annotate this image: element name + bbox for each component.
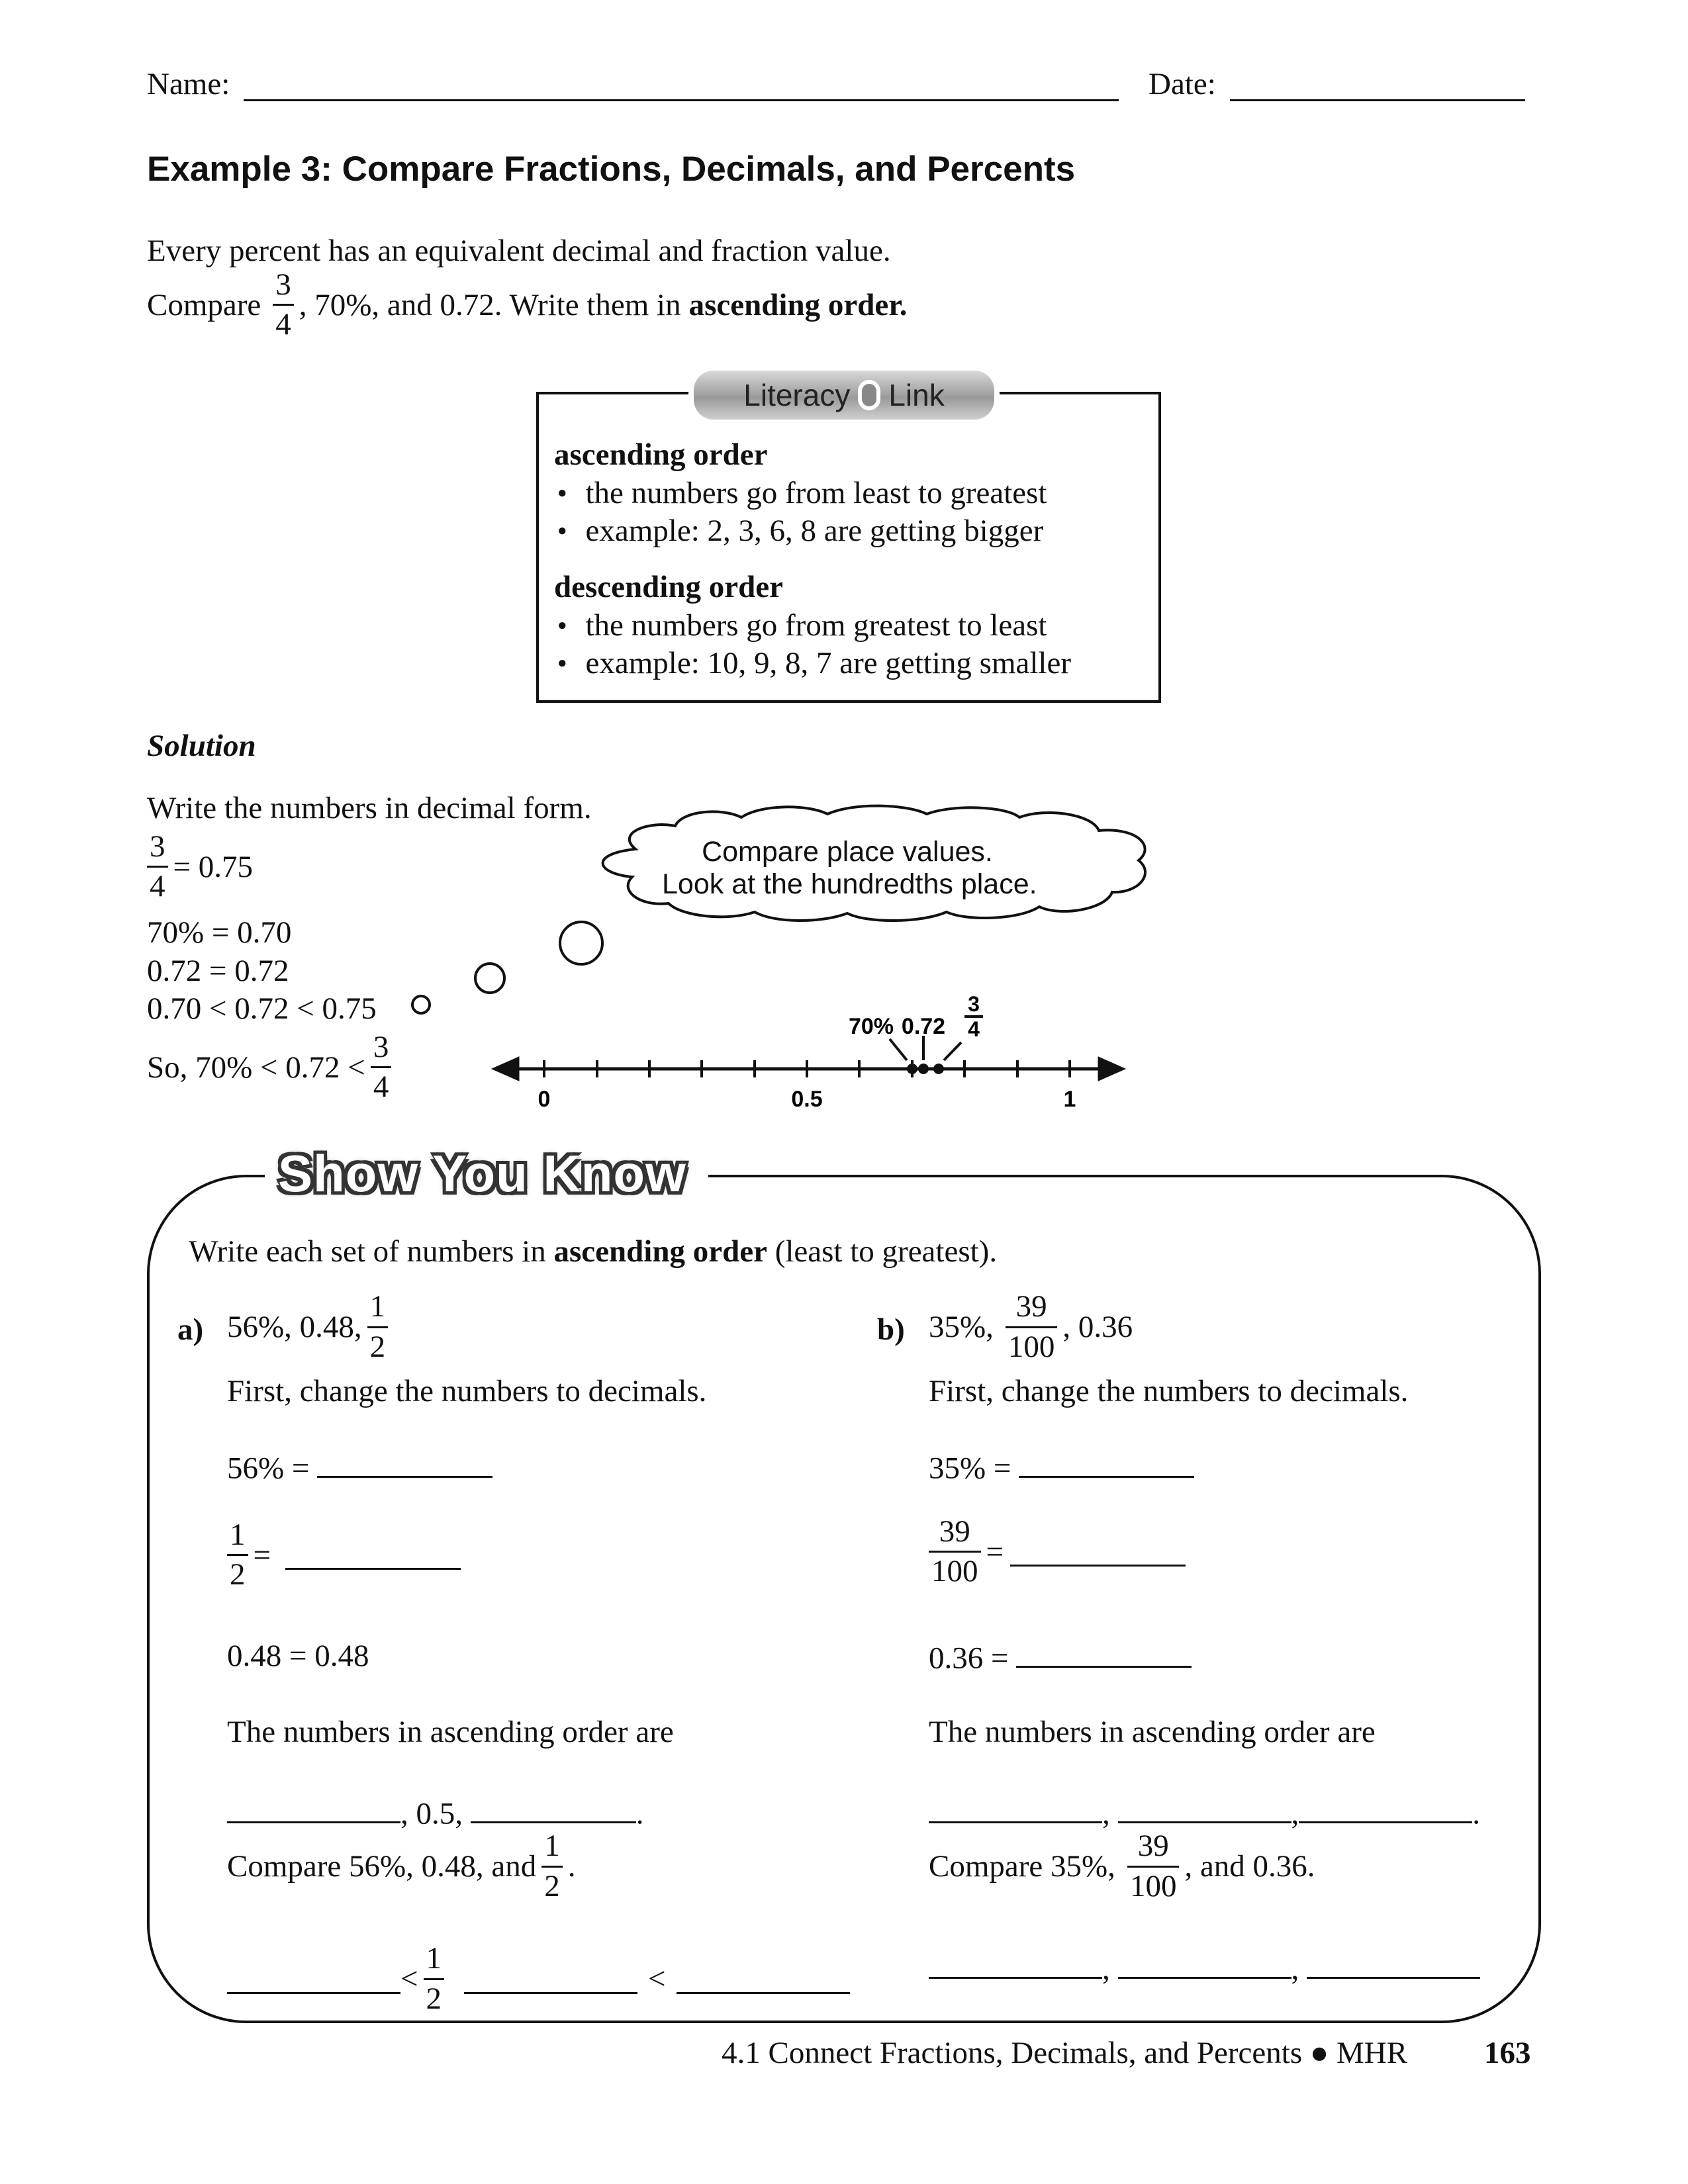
label-frac-num: 3	[968, 992, 980, 1016]
frac-den: 2	[424, 1978, 445, 2015]
set-prefix: 35%,	[929, 1309, 994, 1344]
frac-den: 100	[929, 1551, 981, 1588]
frac-den: 4	[371, 1066, 392, 1103]
fraction	[227, 1519, 248, 1592]
part-a-final	[227, 1939, 850, 2019]
point-70	[907, 1064, 917, 1074]
page-number: 163	[1484, 2036, 1531, 2070]
answer-blank[interactable]	[464, 1964, 637, 1993]
answer-blank[interactable]	[1118, 1949, 1291, 1979]
tick-label-05: 0.5	[791, 1087, 823, 1112]
point-072	[918, 1064, 929, 1074]
part-a-line2	[227, 1519, 461, 1592]
frac-num: 3	[275, 267, 291, 302]
set-suffix: , 0.36	[1062, 1309, 1133, 1344]
fraction	[424, 1942, 445, 2015]
frac-den: 2	[541, 1866, 563, 1903]
tick-label-1: 1	[1063, 1087, 1076, 1112]
frac-den: 2	[227, 1554, 248, 1591]
thought-line2: Look at the hundredths place.	[662, 868, 1037, 901]
frac-den: 100	[1127, 1866, 1180, 1903]
bullet-item: ● the numbers go from least to greatest	[557, 475, 1047, 511]
frac-num: 1	[369, 1289, 386, 1324]
frac-den: 2	[367, 1326, 389, 1363]
final-sep: ,	[1102, 1952, 1110, 1987]
part-b-line3	[929, 1638, 1192, 1676]
frac-num: 39	[939, 1514, 970, 1549]
date-label: Date:	[1149, 67, 1216, 101]
solution-eq4: 0.70 < 0.72 < 0.75	[147, 991, 377, 1026]
bullet-item: ● example: 2, 3, 6, 8 are getting bigger	[557, 513, 1043, 549]
part-a-order	[227, 1794, 644, 1831]
label-072: 0.72	[901, 1014, 946, 1039]
answer-blank[interactable]	[677, 1964, 850, 1993]
arrow-right-icon	[1100, 1059, 1122, 1079]
answer-blank[interactable]	[1010, 1537, 1186, 1567]
answer-blank[interactable]	[317, 1448, 492, 1478]
part-b-line1	[929, 1448, 1194, 1486]
frac-num: 1	[426, 1941, 442, 1976]
frac-den: 100	[1006, 1326, 1058, 1363]
part-b-order	[929, 1794, 1480, 1831]
label-70: 70%	[848, 1014, 894, 1039]
part-b-first: First, change the numbers to decimals.	[929, 1374, 1409, 1408]
frac-num: 1	[230, 1518, 246, 1552]
bullet-item: ● the numbers go from greatest to least	[557, 608, 1047, 643]
frac-num: 39	[1015, 1289, 1047, 1324]
order-sep: ,	[1291, 1796, 1299, 1831]
arrow-70	[890, 1039, 907, 1060]
solution-eq2: 70% = 0.70	[147, 915, 292, 950]
line1-text: 35% =	[929, 1451, 1011, 1486]
lt-sign: <	[400, 1961, 418, 1996]
show-you-know-title: Show You Know	[278, 1144, 686, 1203]
frac-num: 1	[544, 1829, 560, 1864]
solution-line1: Write the numbers in decimal form.	[147, 791, 592, 825]
fraction	[541, 1830, 563, 1903]
eq-text: = 0.75	[173, 849, 254, 884]
tick-label-0: 0	[538, 1087, 551, 1112]
line1-text: 56% =	[227, 1451, 310, 1486]
part-a-label: a)	[177, 1312, 204, 1347]
part-b-label: b)	[877, 1312, 905, 1347]
frac-den: 4	[147, 866, 168, 903]
order-end: .	[1472, 1796, 1480, 1831]
compare-prefix: Compare 35%,	[929, 1848, 1115, 1884]
point-075	[933, 1064, 944, 1074]
compare-bold: ascending order.	[688, 287, 908, 322]
frac-num: 3	[373, 1030, 389, 1064]
answer-blank[interactable]	[1016, 1638, 1192, 1668]
part-b-final	[929, 1949, 1480, 1987]
example-intro: Every percent has an equivalent decimal and fraction value.	[147, 234, 891, 268]
part-b-line2	[929, 1516, 1186, 1588]
name-label: Name:	[147, 67, 230, 101]
part-a-compare	[227, 1830, 576, 1903]
fraction	[1006, 1291, 1058, 1363]
order-sep: ,	[1102, 1796, 1110, 1831]
part-b-ascending: The numbers in ascending order are	[929, 1715, 1376, 1749]
fraction	[929, 1516, 981, 1588]
compare-end: .	[567, 1848, 576, 1884]
solution-heading: Solution	[147, 729, 256, 763]
part-a-set	[227, 1291, 393, 1363]
footer-text: 4.1 Connect Fractions, Decimals, and Percents ● MHR	[722, 2036, 1408, 2070]
example-title: Example 3: Compare Fractions, Decimals, and Percents	[147, 150, 1076, 189]
part-a-first: First, change the numbers to decimals.	[227, 1374, 707, 1408]
part-a-line1	[227, 1448, 492, 1486]
answer-blank[interactable]	[929, 1949, 1102, 1979]
fraction	[367, 1291, 389, 1363]
answer-blank[interactable]	[1307, 1949, 1480, 1979]
compare-mid: , 70%, and 0.72. Write them in	[299, 287, 681, 322]
instr-prefix: Write each set of numbers in	[189, 1234, 546, 1269]
answer-blank[interactable]	[227, 1794, 400, 1823]
final-sep: ,	[1291, 1952, 1299, 1987]
badge-right: Link	[888, 378, 945, 412]
part-b-compare	[929, 1830, 1315, 1903]
answer-blank[interactable]	[471, 1794, 636, 1823]
solution-eq3: 0.72 = 0.72	[147, 954, 289, 988]
answer-blank[interactable]	[1299, 1794, 1472, 1823]
compare-prefix: Compare	[147, 287, 261, 322]
instr-suffix: (least to greatest).	[774, 1234, 998, 1269]
frac-den: 4	[273, 304, 294, 341]
part-b-set	[929, 1291, 1133, 1363]
order-end: .	[635, 1796, 644, 1831]
eq-sign: =	[986, 1534, 1004, 1569]
thought-text	[662, 836, 1037, 901]
bullet-item: ● example: 10, 9, 8, 7 are getting smaller	[557, 645, 1071, 681]
answer-blank[interactable]	[227, 1964, 400, 1993]
thought-line1: Compare place values.	[702, 836, 993, 868]
answer-blank[interactable]	[285, 1540, 461, 1570]
term-descending: descending order	[554, 570, 783, 604]
arrow-left-icon	[495, 1059, 518, 1079]
thought-bubble	[560, 922, 602, 964]
thought-bubble	[412, 996, 430, 1013]
label-frac-den: 4	[968, 1017, 980, 1041]
answer-blank[interactable]	[1019, 1448, 1194, 1478]
order-mid: , 0.5,	[400, 1796, 463, 1831]
frac-num: 3	[150, 829, 165, 864]
part-a-line3: 0.48 = 0.48	[227, 1639, 369, 1673]
term-ascending: ascending order	[554, 437, 768, 472]
badge-left: Literacy	[743, 378, 851, 412]
lt-sign: <	[648, 1961, 666, 1996]
eq-sign: =	[253, 1537, 271, 1572]
fraction	[1127, 1830, 1180, 1903]
answer-blank[interactable]	[1118, 1794, 1291, 1823]
compare-prefix: Compare 56%, 0.48, and	[227, 1848, 537, 1884]
number-line	[490, 979, 1139, 1118]
arrow-075	[944, 1042, 961, 1060]
answer-blank[interactable]	[929, 1794, 1102, 1823]
instr-bold: ascending order	[553, 1234, 767, 1269]
compare-suffix: , and 0.36.	[1184, 1848, 1315, 1884]
set-text: 56%, 0.48,	[227, 1309, 362, 1344]
so-text: So, 70% < 0.72 <	[147, 1050, 365, 1085]
line3-text: 0.36 =	[929, 1641, 1009, 1676]
syk-instructions	[189, 1234, 997, 1269]
frac-num: 39	[1137, 1829, 1169, 1864]
part-a-ascending: The numbers in ascending order are	[227, 1715, 674, 1749]
